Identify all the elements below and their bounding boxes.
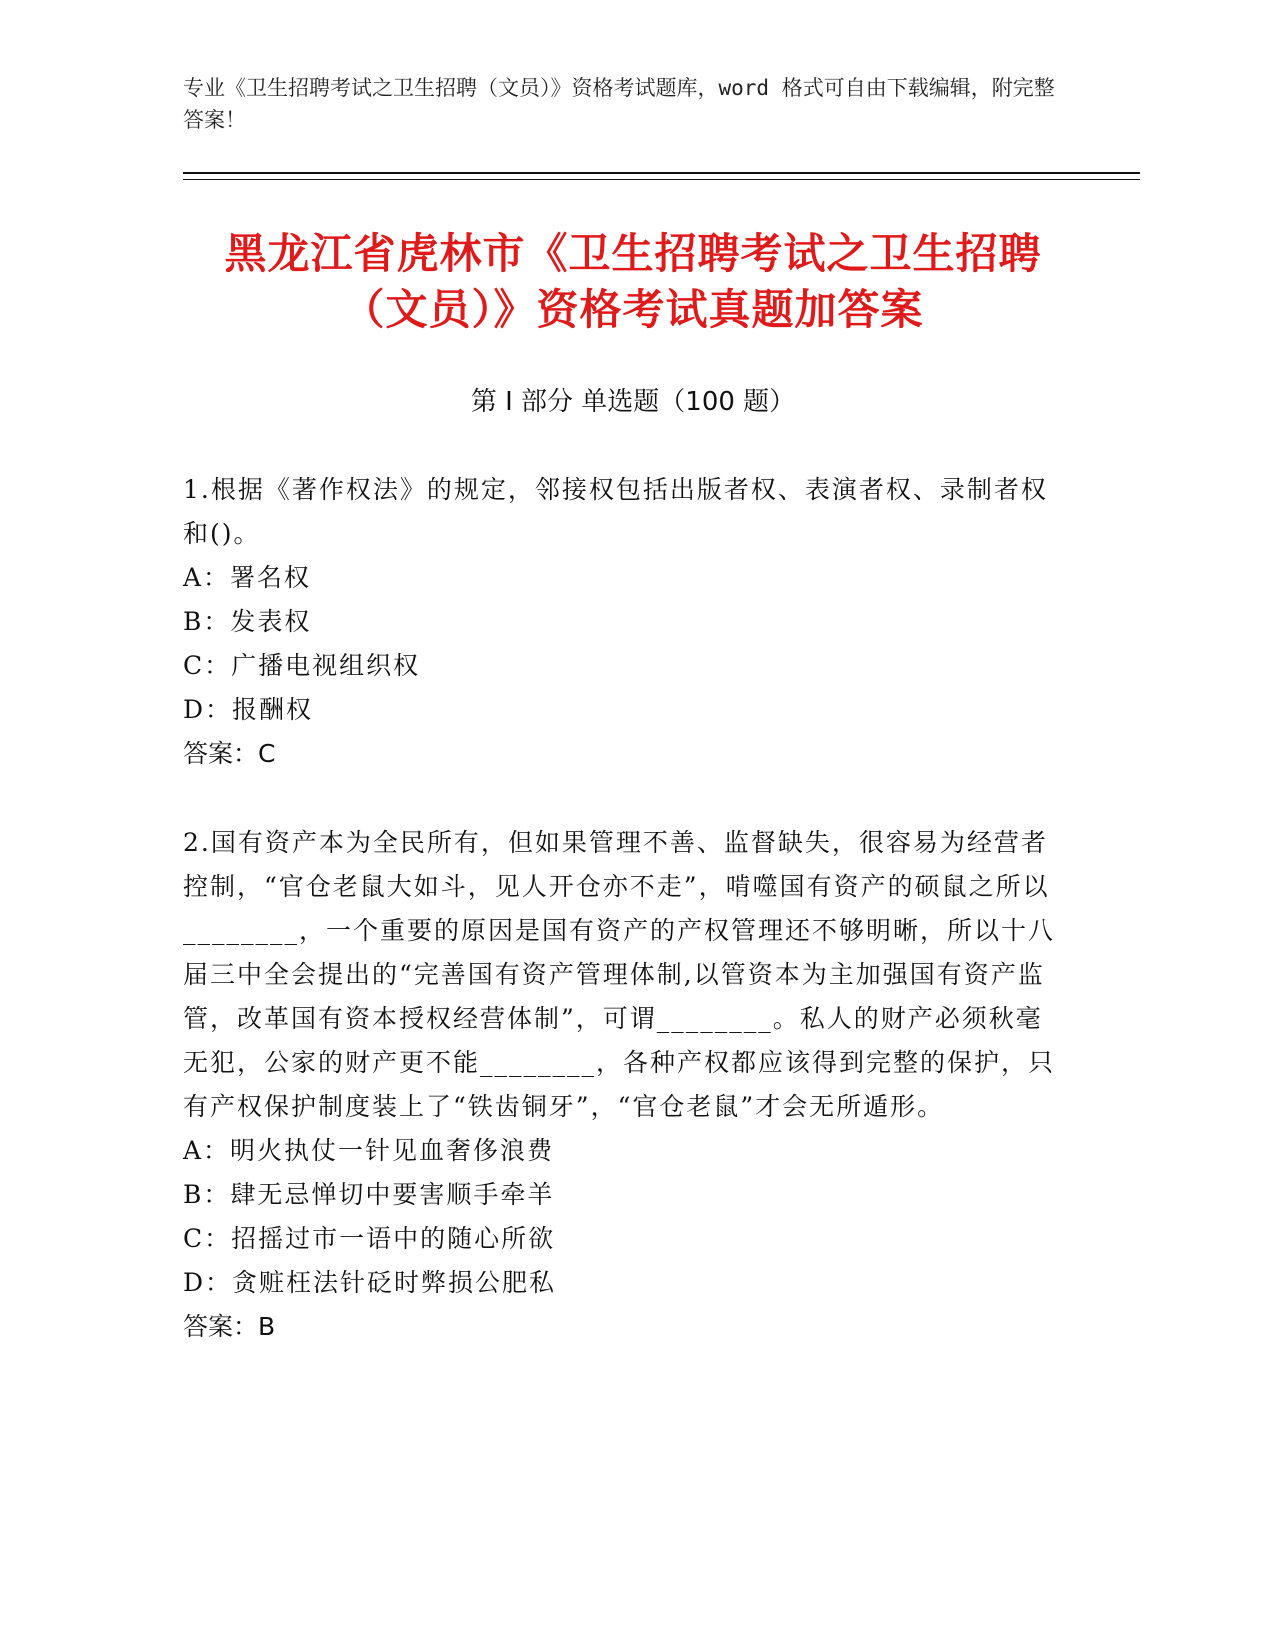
question-stem: 1.根据《著作权法》的规定，邻接权包括出版者权、表演者权、录制者权和()。: [183, 475, 1048, 548]
document-title-line-1: 黑龙江省虎林市《卫生招聘考试之卫生招聘: [224, 229, 1042, 278]
option-c: C：广播电视组织权: [183, 651, 421, 680]
option-b: B：肆无忌惮切中要害顺手牵羊: [183, 1180, 555, 1209]
header-divider-thick: [183, 172, 1140, 174]
option-b: B：发表权: [183, 607, 312, 636]
question-1: [183, 468, 1063, 776]
question-stem: 2.国有资产本为全民所有，但如果管理不善、监督缺失，很容易为经营者控制，“官仓老鼠大如斗，见人开仓亦不走”，啃噬国有资产的硕鼠之所以________，一个重要的原因是国有资产的产权管理还不够明晰，所以十八届三中全会提出的“完善国有资产管理体制,以管资本为主加强国有资产监管，改革国有资本授权经营体制”，可谓________。私人的财产必须秋毫无犯，公家的财产更不能________，各种产权都应该得到完整的保护，只有产权保护制度装上了“铁齿铜牙”，“官仓老鼠”才会无所遁形。: [183, 828, 1056, 1121]
question-2: [183, 821, 1063, 1349]
option-a: A：明火执仗一针见血奢侈浪费: [183, 1136, 555, 1165]
header-divider-thin: [183, 179, 1140, 180]
answer: 答案：C: [183, 739, 276, 768]
option-d: D：贪赃枉法针砭时弊损公肥私: [183, 1268, 557, 1297]
section-title: 第 I 部分 单选题（100 题）: [470, 387, 796, 417]
option-d: D：报酬权: [183, 695, 314, 724]
header-note: 专业《卫生招聘考试之卫生招聘（文员）》资格考试题库，word 格式可自由下载编辑，附完整答案！: [183, 76, 1055, 132]
document-title: [183, 226, 1083, 338]
answer: 答案：B: [183, 1312, 276, 1341]
option-a: A：署名权: [183, 563, 312, 592]
option-c: C：招摇过市一语中的随心所欲: [183, 1224, 556, 1253]
document-title-line-2: （文员）》资格考试真题加答案: [342, 285, 924, 334]
